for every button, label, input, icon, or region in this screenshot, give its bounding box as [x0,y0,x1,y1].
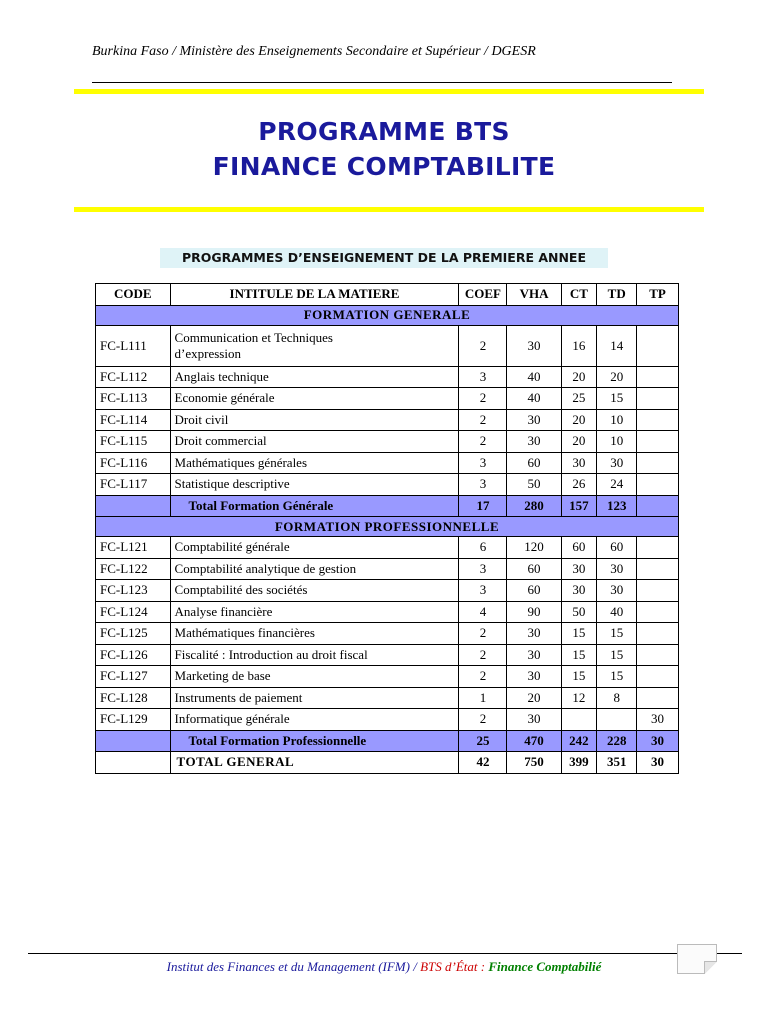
table-row [96,474,679,496]
grand-total-coef: 42 [459,752,507,774]
total-code [96,495,171,517]
col-vha: VHA [507,284,561,306]
cell-coef: 3 [459,558,507,580]
cell-vha: 50 [507,474,561,496]
course-name [170,558,459,580]
course-code: FC-L126 [96,644,171,666]
table-row [96,666,679,688]
cell-td: 30 [597,580,637,602]
table-row [96,388,679,410]
course-name [170,666,459,688]
total-td: 123 [597,495,637,517]
cell-tp [637,452,679,474]
total-tp [637,495,679,517]
cell-td: 15 [597,623,637,645]
cell-tp [637,537,679,559]
cell-tp [637,623,679,645]
course-name-line: Analyse financière [174,603,273,619]
table-row [96,431,679,453]
grand-total-tp: 30 [637,752,679,774]
grand-total-label: TOTAL GENERAL [170,752,459,774]
cell-vha: 120 [507,537,561,559]
header-divider [92,82,672,83]
cell-vha: 90 [507,601,561,623]
cell-ct: 30 [561,580,597,602]
cell-vha: 60 [507,580,561,602]
cell-coef: 2 [459,409,507,431]
total-coef: 25 [459,730,507,752]
col-coef: COEF [459,284,507,306]
table-row [96,409,679,431]
cell-ct: 25 [561,388,597,410]
total-ct: 157 [561,495,597,517]
course-code: FC-L124 [96,601,171,623]
total-row [96,495,679,517]
cell-ct: 20 [561,366,597,388]
cell-ct: 30 [561,452,597,474]
total-vha: 470 [507,730,561,752]
cell-td: 10 [597,409,637,431]
cell-vha: 30 [507,644,561,666]
course-name-line: Communication et Techniques [174,329,333,345]
cell-coef: 2 [459,325,507,366]
course-name [170,601,459,623]
table-row [96,325,679,366]
title-top-bar [74,89,704,94]
program-table [95,283,679,774]
course-name [170,409,459,431]
title-line-2: FINANCE COMPTABILITE [212,152,556,181]
cell-coef: 3 [459,580,507,602]
course-code: FC-L113 [96,388,171,410]
cell-tp [637,325,679,366]
cell-coef: 2 [459,623,507,645]
section-row [96,305,679,325]
total-vha: 280 [507,495,561,517]
course-name [170,431,459,453]
table-row [96,687,679,709]
col-td: TD [597,284,637,306]
col-intitule: INTITULE DE LA MATIERE [170,284,459,306]
table-row [96,644,679,666]
table-row [96,709,679,731]
total-ct: 242 [561,730,597,752]
cell-tp [637,601,679,623]
cell-ct: 20 [561,431,597,453]
cell-ct: 12 [561,687,597,709]
cell-tp [637,687,679,709]
course-name [170,623,459,645]
cell-vha: 20 [507,687,561,709]
course-name [170,537,459,559]
cell-tp [637,431,679,453]
cell-ct: 50 [561,601,597,623]
total-code [96,730,171,752]
total-td: 228 [597,730,637,752]
grand-total-row [96,752,679,774]
course-name-line: Instruments de paiement [174,689,303,705]
grand-total-ct: 399 [561,752,597,774]
course-code: FC-L128 [96,687,171,709]
cell-vha: 30 [507,409,561,431]
cell-td: 10 [597,431,637,453]
section-row [96,517,679,537]
footer-institut: Institut des Finances et du Management (IFM) / [166,959,417,974]
cell-td: 24 [597,474,637,496]
cell-coef: 2 [459,709,507,731]
cell-tp [637,580,679,602]
footer-bts: BTS d’État [416,959,478,974]
cell-tp: 30 [637,709,679,731]
course-name-line: Comptabilité des sociétés [174,582,308,598]
table-row [96,558,679,580]
cell-coef: 2 [459,644,507,666]
cell-tp [637,366,679,388]
cell-td: 20 [597,366,637,388]
course-code: FC-L121 [96,537,171,559]
total-label: Total Formation Générale [170,495,459,517]
cell-coef: 3 [459,452,507,474]
cell-td [597,709,637,731]
course-name-line: d’expression [174,345,241,361]
course-name-line: Marketing de base [174,668,271,684]
course-name-line: Anglais technique [174,368,269,384]
course-name-line: Fiscalité : Introduction au droit fiscal [174,646,368,662]
title-bottom-bar [74,207,704,212]
table-row [96,537,679,559]
cell-ct: 15 [561,623,597,645]
cell-coef: 2 [459,388,507,410]
course-name-line: Droit commercial [174,433,267,449]
total-tp: 30 [637,730,679,752]
course-name [170,388,459,410]
table-row [96,452,679,474]
course-name-line: Comptabilité générale [174,539,290,555]
total-coef: 17 [459,495,507,517]
cell-vha: 40 [507,388,561,410]
cell-td: 30 [597,558,637,580]
table-row [96,623,679,645]
table-row [96,366,679,388]
cell-coef: 2 [459,666,507,688]
cell-vha: 30 [507,666,561,688]
course-name-line: Informatique générale [174,711,290,727]
program-subtitle: PROGRAMMES D’ENSEIGNEMENT DE LA PREMIERE ANNEE [160,248,608,268]
table-row [96,601,679,623]
course-code: FC-L116 [96,452,171,474]
cell-vha: 40 [507,366,561,388]
course-name [170,366,459,388]
course-name [170,687,459,709]
course-name-line: Mathématiques générales [174,454,308,470]
course-code: FC-L111 [96,325,171,366]
cell-coef: 1 [459,687,507,709]
cell-tp [637,474,679,496]
col-code: CODE [96,284,171,306]
course-name-line: Droit civil [174,411,229,427]
cell-ct [561,709,597,731]
cell-coef: 6 [459,537,507,559]
cell-td: 30 [597,452,637,474]
cell-ct: 60 [561,537,597,559]
course-name-line: Mathématiques financières [174,625,315,641]
cell-ct: 26 [561,474,597,496]
total-row [96,730,679,752]
course-code: FC-L127 [96,666,171,688]
cell-ct: 15 [561,666,597,688]
course-name [170,325,459,366]
cell-tp [637,666,679,688]
course-code: FC-L129 [96,709,171,731]
table-row [96,580,679,602]
table-header-row [96,284,679,306]
cell-coef: 4 [459,601,507,623]
cell-td: 15 [597,388,637,410]
course-name-line: Statistique descriptive [174,476,290,492]
cell-coef: 2 [459,431,507,453]
title-line-1: PROGRAMME BTS [258,117,510,146]
course-code: FC-L114 [96,409,171,431]
cell-td: 15 [597,644,637,666]
cell-vha: 60 [507,558,561,580]
cell-td: 40 [597,601,637,623]
footer-divider [28,953,742,954]
grand-total-td: 351 [597,752,637,774]
grand-total-code [96,752,171,774]
section-label: FORMATION GENERALE [96,305,679,325]
cell-ct: 20 [561,409,597,431]
cell-tp [637,409,679,431]
course-name-line: Comptabilité analytique de gestion [174,560,357,576]
cell-td: 8 [597,687,637,709]
course-name-line: Economie générale [174,390,275,406]
cell-td: 14 [597,325,637,366]
course-name [170,474,459,496]
cell-vha: 30 [507,431,561,453]
course-code: FC-L112 [96,366,171,388]
section-label: FORMATION PROFESSIONNELLE [96,517,679,537]
cell-vha: 30 [507,709,561,731]
cell-vha: 30 [507,623,561,645]
course-code: FC-L117 [96,474,171,496]
course-name [170,580,459,602]
grand-total-vha: 750 [507,752,561,774]
course-name [170,709,459,731]
course-code: FC-L123 [96,580,171,602]
cell-vha: 60 [507,452,561,474]
cell-td: 15 [597,666,637,688]
course-name [170,644,459,666]
cell-vha: 30 [507,325,561,366]
cell-ct: 16 [561,325,597,366]
course-code: FC-L122 [96,558,171,580]
col-ct: CT [561,284,597,306]
page-footer [0,959,768,975]
cell-coef: 3 [459,474,507,496]
cell-tp [637,644,679,666]
cell-ct: 15 [561,644,597,666]
cell-coef: 3 [459,366,507,388]
cell-ct: 30 [561,558,597,580]
course-code: FC-L125 [96,623,171,645]
total-label: Total Formation Professionnelle [170,730,459,752]
footer-finance: Finance Comptabilié [488,959,602,974]
col-tp: TP [637,284,679,306]
cell-td: 60 [597,537,637,559]
cell-tp [637,558,679,580]
cell-tp [637,388,679,410]
page-header: Burkina Faso / Ministère des Enseignements Secondaire et Supérieur / DGESR [92,44,536,59]
course-name [170,452,459,474]
course-code: FC-L115 [96,431,171,453]
footer-separator: : [477,959,489,974]
